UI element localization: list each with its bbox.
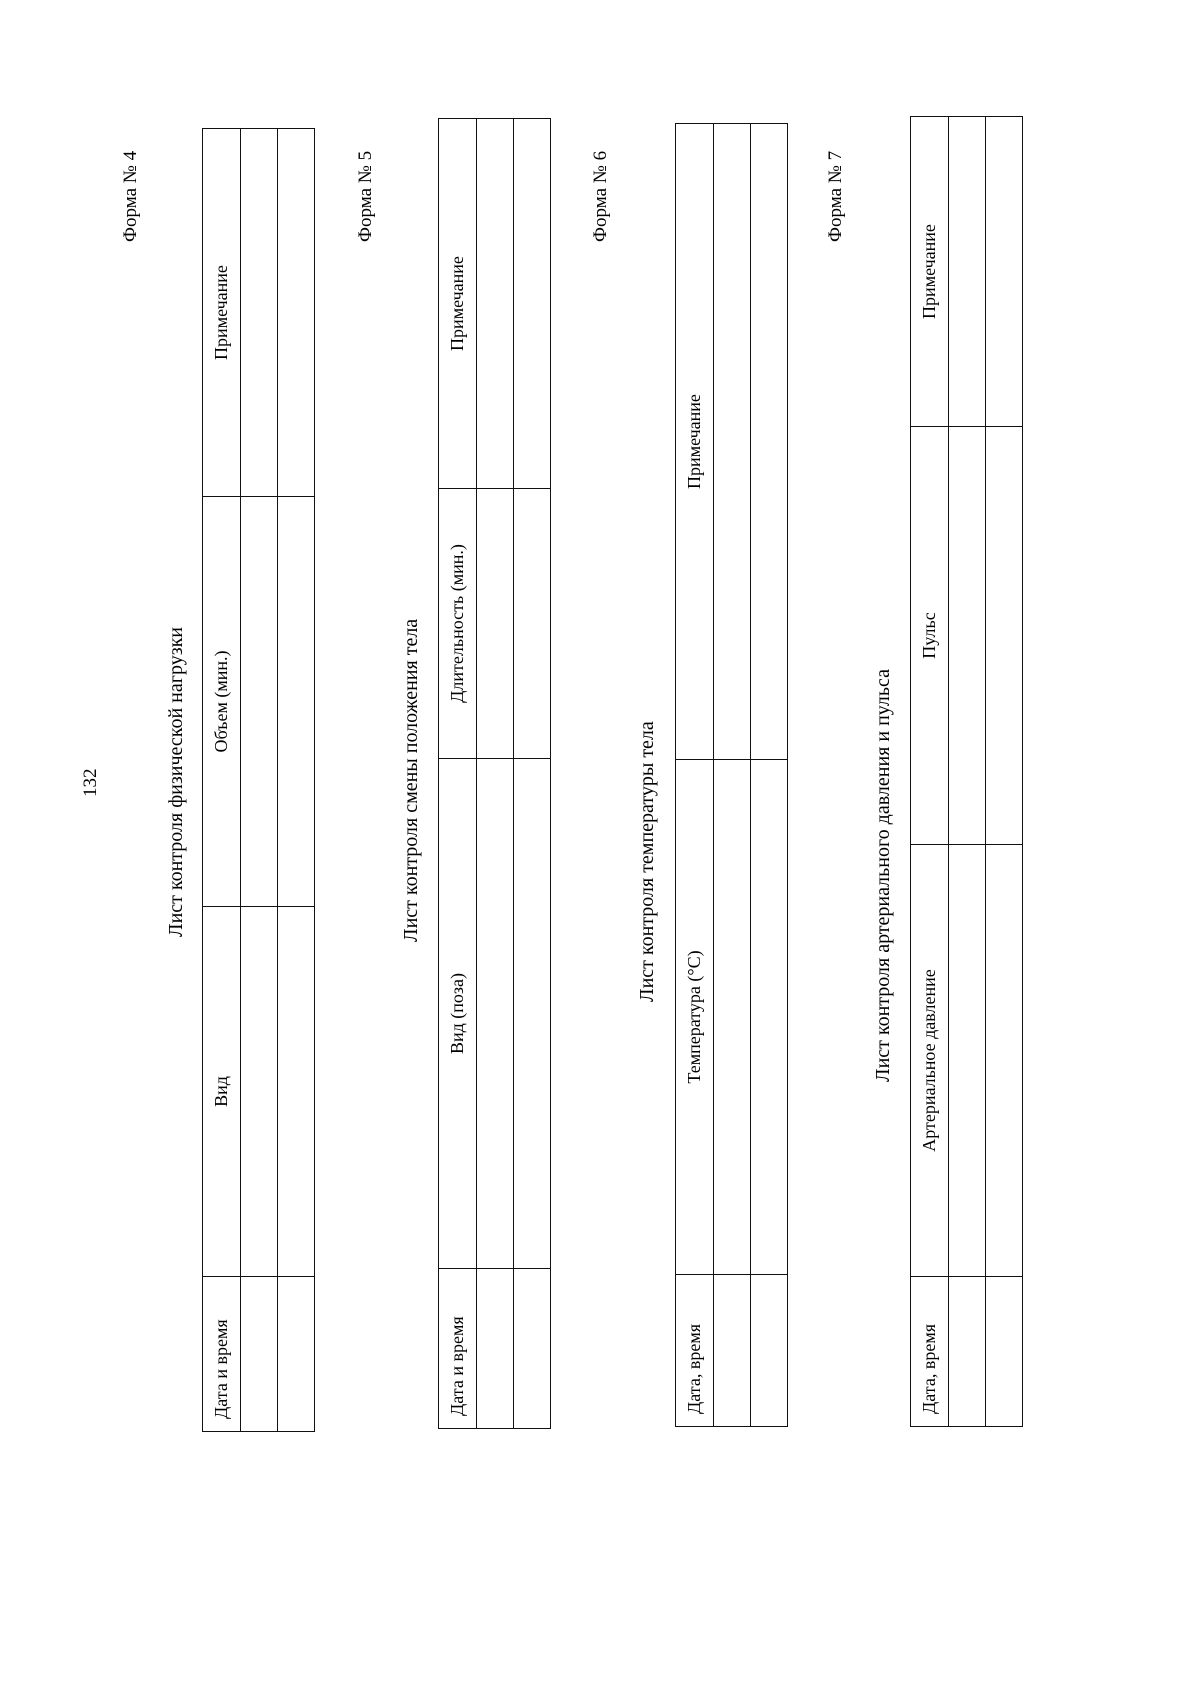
table-cell[interactable]: [278, 1277, 315, 1432]
table-row: [714, 124, 751, 1427]
form-5-col-datetime: Дата и время: [439, 1269, 477, 1429]
form-7-col-note: Примечание: [911, 117, 949, 427]
table-cell[interactable]: [986, 117, 1023, 427]
table-row: [477, 119, 514, 1429]
table-cell[interactable]: [241, 497, 278, 907]
form-6-table: [675, 123, 788, 1427]
form-6-label: Форма № 6: [590, 150, 611, 242]
form-5-col-pose: Вид (поза): [439, 759, 477, 1269]
form-7-label: Форма № 7: [825, 150, 846, 242]
form-4-col-note: Примечание: [203, 129, 241, 497]
form-4-col-volume: Объем (мин.): [203, 497, 241, 907]
form-7-header-row: [911, 117, 949, 1427]
form-5-header-row: [439, 119, 477, 1429]
table-cell[interactable]: [949, 1277, 986, 1427]
table-cell[interactable]: [714, 124, 751, 760]
form-5-col-duration: Длительность (мин.): [439, 489, 477, 759]
form-6-col-temperature: Температура (°С): [676, 760, 714, 1275]
page-number: 132: [80, 768, 101, 797]
form-5-label: Форма № 5: [355, 150, 376, 242]
table-cell[interactable]: [514, 119, 551, 489]
table-cell[interactable]: [514, 1269, 551, 1429]
table-cell[interactable]: [278, 129, 315, 497]
form-5-table: [438, 118, 551, 1429]
table-cell[interactable]: [514, 759, 551, 1269]
table-cell[interactable]: [751, 760, 788, 1275]
form-7-col-datetime: Дата, время: [911, 1277, 949, 1427]
table-cell[interactable]: [714, 760, 751, 1275]
table-cell[interactable]: [241, 907, 278, 1277]
table-cell[interactable]: [949, 427, 986, 845]
form-4-label: Форма № 4: [120, 150, 141, 242]
table-cell[interactable]: [278, 497, 315, 907]
table-row: [278, 129, 315, 1432]
table-row: [514, 119, 551, 1429]
table-row: [949, 117, 986, 1427]
table-cell[interactable]: [949, 845, 986, 1277]
table-cell[interactable]: [949, 117, 986, 427]
form-6-col-datetime: Дата, время: [676, 1275, 714, 1427]
table-cell[interactable]: [477, 1269, 514, 1429]
table-cell[interactable]: [278, 907, 315, 1277]
form-6-header-row: [676, 124, 714, 1427]
table-cell[interactable]: [714, 1275, 751, 1427]
table-cell[interactable]: [751, 124, 788, 760]
table-cell[interactable]: [477, 119, 514, 489]
form-7-col-pulse: Пульс: [911, 427, 949, 845]
table-row: [241, 129, 278, 1432]
form-6-title: Лист контроля температуры тела: [636, 721, 658, 1002]
table-cell[interactable]: [986, 845, 1023, 1277]
form-5-col-note: Примечание: [439, 119, 477, 489]
form-4-title: Лист контроля физической нагрузки: [165, 626, 187, 937]
table-cell[interactable]: [477, 759, 514, 1269]
table-cell[interactable]: [477, 489, 514, 759]
form-7-title: Лист контроля артериального давления и пульса: [872, 668, 894, 1082]
form-4-col-datetime: Дата и время: [203, 1277, 241, 1432]
table-row: [986, 117, 1023, 1427]
table-cell[interactable]: [986, 427, 1023, 845]
table-cell[interactable]: [986, 1277, 1023, 1427]
form-7-col-pressure: Артериальное давление: [911, 845, 949, 1277]
table-cell[interactable]: [514, 489, 551, 759]
form-4-header-row: [203, 129, 241, 1432]
table-cell[interactable]: [751, 1275, 788, 1427]
form-4-table: [202, 128, 315, 1432]
form-7-table: [910, 116, 1023, 1427]
table-cell[interactable]: [241, 1277, 278, 1432]
form-4-col-type: Вид: [203, 907, 241, 1277]
table-cell[interactable]: [241, 129, 278, 497]
form-5-title: Лист контроля смены положения тела: [400, 618, 422, 942]
table-row: [751, 124, 788, 1427]
form-6-col-note: Примечание: [676, 124, 714, 760]
